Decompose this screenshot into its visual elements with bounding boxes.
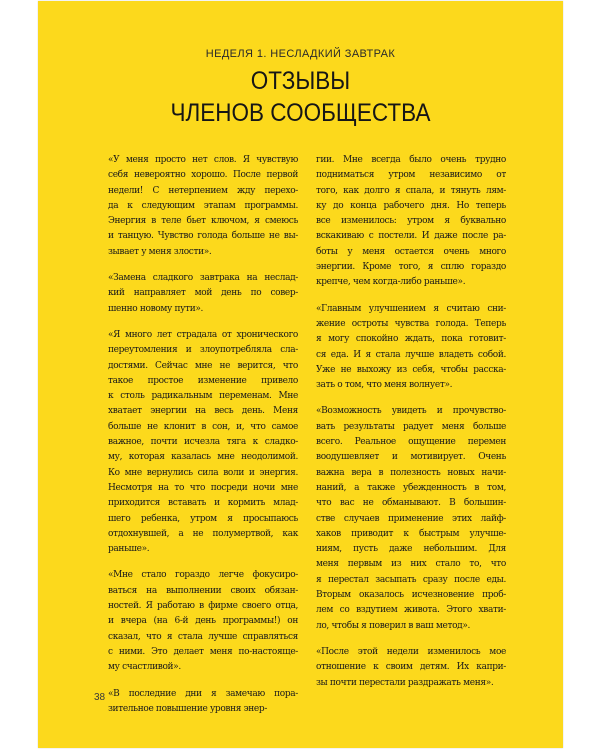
text-line: наний, а также убежденность в том, [316,482,506,493]
text-line: больше не клонит в сон, и, что самое [108,421,298,432]
text-line: я могу спокойно ждать, пока готовит- [316,334,506,345]
text-line: «Главным улучшением я считаю сни- [316,303,506,314]
text-line: да к следующим этапам программы. [108,200,298,211]
text-line: достями. Сейчас мне не верится, что [108,360,298,371]
right-text-column [316,153,506,702]
text-line: му счастливой». [108,662,181,673]
text-line: переутомления и злоупотребляла сла- [108,345,298,356]
text-line: ло, чтобы я поверил в ваш метод». [316,620,471,631]
testimonial-paragraph [108,568,298,675]
testimonial-paragraph [108,328,298,557]
text-line: отдохнувшей, а не полумертвой, как [108,528,298,539]
left-text-column [108,153,298,728]
text-line: важна вера в полезность новых начи- [316,467,506,478]
text-line: зительное повышение уровня энер- [108,703,268,714]
text-line: недели! С нетерпением жду перехо- [108,185,298,196]
page-number: 38 [94,692,106,703]
text-line: отношение к своим детям. Их капри- [316,662,506,673]
text-line: вскакиваю с постели. И даже после ра- [316,231,506,242]
text-line: жение остроты чувства голода. Теперь [316,318,506,329]
testimonial-paragraph [108,271,298,317]
text-line: «Я много лет страдала от хронического [108,329,298,340]
testimonial-paragraph [316,153,506,291]
testimonial-paragraph [108,687,298,718]
book-page [38,1,563,748]
text-line: и вчера (на 6-й день программы!) он [108,616,298,627]
text-line: ку до конца рабочего дня. Но теперь [316,200,506,211]
text-line: «В последние дни я замечаю пора- [108,688,298,699]
text-line: шенно новому пути». [108,303,204,314]
text-line: му, которая казалась мне неодолимой. [108,452,298,463]
text-line: Несмотря на то что посреди ночи мне [108,482,298,493]
text-line: меня первым из них стало то, что [316,559,506,570]
text-line: зы почти перестали раздражать меня». [316,677,494,688]
text-line: кий направляет мой день по совер- [108,288,298,299]
text-line: ностей. Я работаю в фирме своего отца, [108,601,298,612]
text-line: такое простое изменение привело [108,375,298,386]
text-line: «Возможность увидеть и прочувство- [316,406,506,417]
text-line: к столь радикальным переменам. Мне [108,391,298,402]
text-line: Ко мне вернулись сила воли и энергия. [108,467,298,478]
text-line: Вторым оказалось исчезновение проб- [316,590,506,601]
text-line: важное, почти исчезла тяга к сладко- [108,437,298,448]
text-line: ся еда. И я стала лучше владеть собой. [316,349,506,360]
text-line: что вас не обманывают. В большин- [316,498,506,509]
text-line: и танцую. Чувство голода больше не вы- [108,231,298,242]
text-line: шего ребенка, утром я просыпаюсь [108,513,298,524]
text-line: «После этой недели изменилось мое [316,646,506,657]
text-line: с ними. Это делает меня по-настояще- [108,646,298,657]
text-line: все изменилось: утром я буквально [316,216,506,227]
testimonial-paragraph [316,302,506,394]
text-line: того, как долго я спала, и тянуть лям- [316,185,506,196]
text-line: раньше». [108,544,150,555]
text-line: ваться на выполнении своих обязан- [108,585,298,596]
text-line: зать о том, что меня волнует». [316,380,453,391]
testimonial-paragraph [108,153,298,260]
page-title-line: ЧЛЕНОВ СООБЩЕСТВА [170,99,431,127]
text-line: сказал, что я стала лучше справляться [108,631,298,642]
text-line: «У меня просто нет слов. Я чувствую [108,155,298,165]
text-line: лем со вздутием живота. Этого хвати- [316,605,506,616]
text-line: я перестал засыпать сразу после еды. [316,574,506,585]
text-line: хаков приводит к быстрым улучше- [316,528,506,539]
text-line: хватает энергии на весь день. Меня [108,406,298,417]
text-line: всего. Реальное ощущение перемен [316,437,506,448]
text-line: зывает у меня злости». [108,246,212,257]
text-line: энергии. Кроме того, я сплю гораздо [316,262,506,273]
text-line: «Замена сладкого завтрака на неслад- [108,273,298,284]
text-line: подниматься утром независимо от [316,170,506,181]
text-line: стве случаев применение этих лайф- [316,513,506,524]
text-line: вать результаты радует меня больше [316,421,506,432]
page-title [64,65,537,129]
text-line: себя невероятно хорошо. После первой [108,170,298,181]
text-line: гии. Мне всегда было очень трудно [316,155,506,165]
text-line: воодушевляет и мотивирует. Очень [316,452,506,463]
text-line: приходится вставать и кормить млад- [108,498,298,509]
text-line: Уже не выхожу из себя, чтобы расска- [316,364,506,375]
section-kicker: НЕДЕЛЯ 1. НЕСЛАДКИЙ ЗАВТРАК [205,48,396,60]
text-line: ниям, пусть даже небольшим. Для [316,544,506,555]
testimonial-paragraph [316,645,506,691]
text-line: Энергия в теле бьет ключом, я смеюсь [108,216,298,227]
page-title-line: ОТЗЫВЫ [250,67,351,95]
text-line: крепче, чем когда-либо раньше». [316,277,466,288]
testimonial-paragraph [316,404,506,633]
text-line: боты у меня остается очень много [316,246,506,257]
text-line: «Мне стало гораздо легче фокусиро- [108,570,298,581]
